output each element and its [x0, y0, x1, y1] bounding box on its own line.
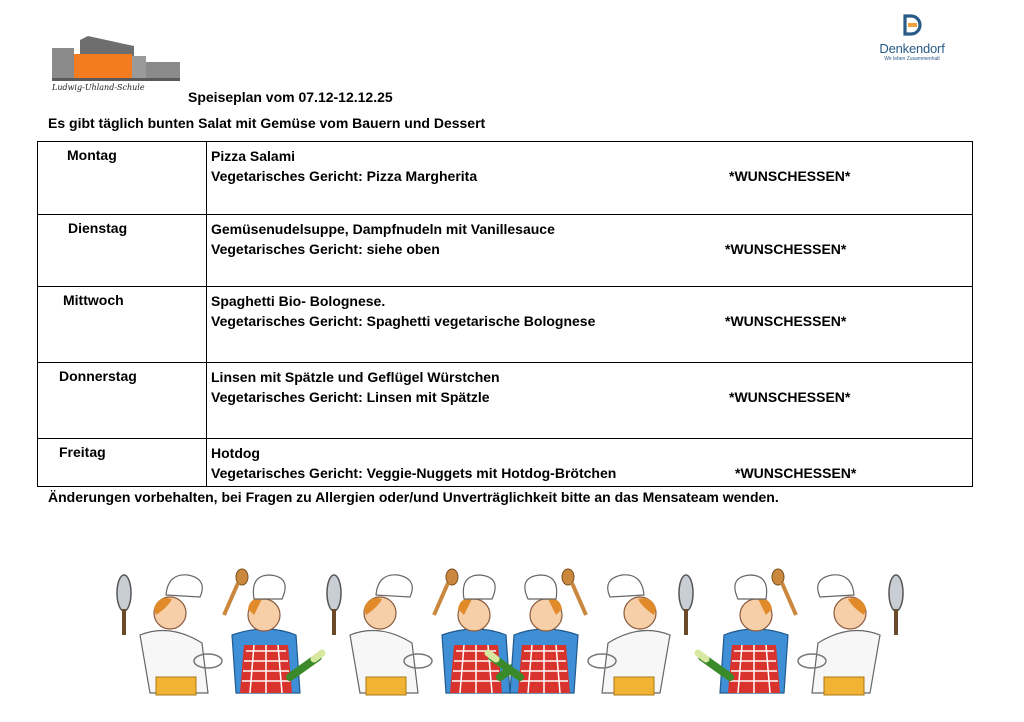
- day-label: Mittwoch: [63, 292, 124, 308]
- day-label: Donnerstag: [59, 368, 137, 384]
- main-dish: Spaghetti Bio- Bolognese.: [211, 293, 386, 309]
- dish-cell: [207, 215, 973, 287]
- day-cell: [38, 215, 207, 287]
- main-dish: Gemüsenudelsuppe, Dampfnudeln mit Vanillesauce: [211, 221, 555, 237]
- table-row: [38, 363, 973, 439]
- table-row: [38, 439, 973, 487]
- town-name: Denkendorf: [879, 41, 945, 56]
- vegetarian-dish: Vegetarisches Gericht: Linsen mit Spätzle: [211, 389, 490, 405]
- main-dish: Linsen mit Spätzle und Geflügel Würstchen: [211, 369, 500, 385]
- town-logo: [872, 14, 952, 62]
- wish-meal-badge: *WUNSCHESSEN*: [735, 465, 857, 481]
- day-label: Freitag: [59, 444, 106, 460]
- allergy-note: Änderungen vorbehalten, bei Fragen zu Allergien oder/und Unverträglichkeit bitte an das Mensateam wenden.: [48, 489, 779, 505]
- table-row: [38, 142, 973, 215]
- table-row: [38, 215, 973, 287]
- day-cell: [38, 439, 207, 487]
- day-cell: [38, 142, 207, 215]
- school-logo: [50, 36, 185, 98]
- school-name: Ludwig-Uhland-Schule: [52, 83, 145, 92]
- dish-cell: [207, 142, 973, 215]
- day-cell: [38, 287, 207, 363]
- day-label: Montag: [67, 147, 117, 163]
- school-building-icon: [50, 36, 185, 86]
- page-title: Speiseplan vom 07.12-12.12.25: [188, 89, 393, 105]
- town-slogan: Wir leben Zusammenhalt: [884, 56, 940, 62]
- day-label: Dienstag: [68, 220, 128, 236]
- dish-cell: [207, 287, 973, 363]
- vegetarian-dish: Vegetarisches Gericht: Veggie-Nuggets mit Hotdog-Brötchen: [211, 465, 617, 481]
- wish-meal-badge: *WUNSCHESSEN*: [729, 389, 851, 405]
- dish-cell: [207, 439, 973, 487]
- dish-cell: [207, 363, 973, 439]
- cooks-illustration: [110, 565, 910, 700]
- vegetarian-dish: Vegetarisches Gericht: siehe oben: [211, 241, 440, 257]
- day-cell: [38, 363, 207, 439]
- wish-meal-badge: *WUNSCHESSEN*: [729, 168, 851, 184]
- denkendorf-d-icon: [901, 14, 923, 36]
- main-dish: Hotdog: [211, 445, 260, 461]
- menu-table: [37, 141, 973, 487]
- vegetarian-dish: Vegetarisches Gericht: Spaghetti vegetarische Bolognese: [211, 313, 596, 329]
- table-row: [38, 287, 973, 363]
- vegetarian-dish: Vegetarisches Gericht: Pizza Margherita: [211, 168, 478, 184]
- wish-meal-badge: *WUNSCHESSEN*: [725, 313, 847, 329]
- main-dish: Pizza Salami: [211, 148, 296, 164]
- daily-salad-note: Es gibt täglich bunten Salat mit Gemüse vom Bauern und Dessert: [48, 115, 486, 131]
- wish-meal-badge: *WUNSCHESSEN*: [725, 241, 847, 257]
